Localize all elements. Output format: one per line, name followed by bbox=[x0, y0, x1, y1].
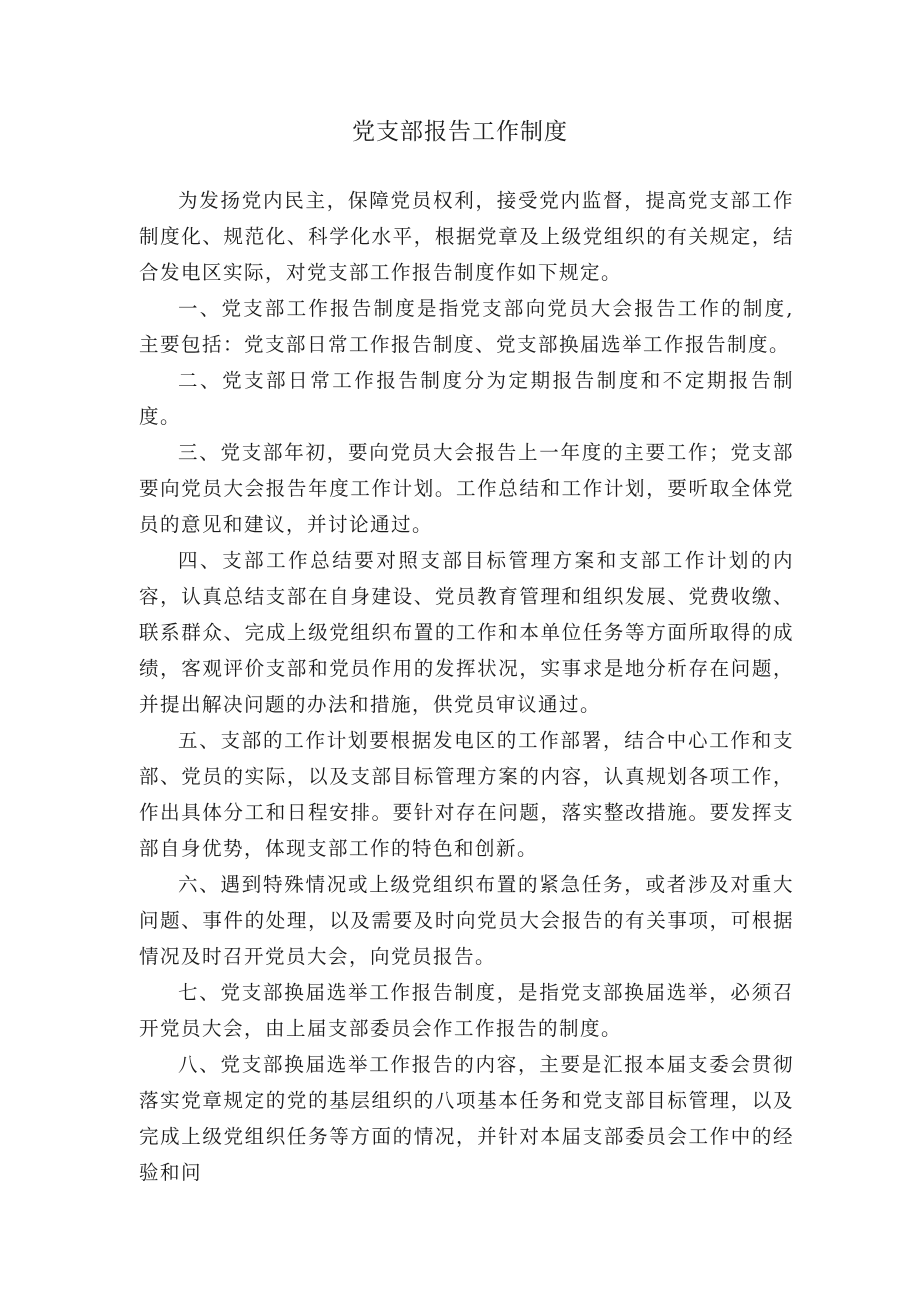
paragraph-intro: 为发扬党内民主，保障党员权利，接受党内监督，提高党支部工作制度化、规范化、科学化水平，根据党章及上级党组织的有关规定，结合发电区实际，对党支部工作报告制度作如下规定。 bbox=[139, 189, 794, 284]
paragraph-item-4: 四、支部工作总结要对照支部目标管理方案和支部工作计划的内容，认真总结支部在自身建设、党员教育管理和组织发展、党费收缴、联系群众、完成上级党组织布置的工作和本单位任务等方面所取得的成绩，客观评价支部和党员作用的发挥状况，实事求是地分析存在问题，并提出解决问题的办法和措施，供党员审议通过。 bbox=[139, 549, 794, 716]
paragraph-item-6: 六、遇到特殊情况或上级党组织布置的紧急任务，或者涉及对重大问题、事件的处理，以及需要及时向党员大会报告的有关事项，可根据情况及时召开党员大会，向党员报告。 bbox=[139, 873, 794, 968]
paragraph-item-7: 七、党支部换届选举工作报告制度，是指党支部换届选举，必须召开党员大会，由上届支部委员会作工作报告的制度。 bbox=[139, 981, 794, 1040]
document-body bbox=[139, 183, 794, 1191]
paragraph-item-5: 五、支部的工作计划要根据发电区的工作部署，结合中心工作和支部、党员的实际，以及支部目标管理方案的内容，认真规划各项工作，作出具体分工和日程安排。要针对存在问题，落实整改措施。要发挥支部自身优势，体现支部工作的特色和创新。 bbox=[139, 729, 794, 860]
paragraph-item-3: 三、党支部年初，要向党员大会报告上一年度的主要工作；党支部要向党员大会报告年度工作计划。工作总结和工作计划，要听取全体党员的意见和建议，并讨论通过。 bbox=[139, 441, 794, 536]
paragraph-item-1: 一、党支部工作报告制度是指党支部向党员大会报告工作的制度,主要包括：党支部日常工作报告制度、党支部换届选举工作报告制度。 bbox=[139, 297, 794, 356]
paragraph-item-2: 二、党支部日常工作报告制度分为定期报告制度和不定期报告制度。 bbox=[139, 369, 794, 428]
paragraph-item-8: 八、党支部换届选举工作报告的内容，主要是汇报本届支委会贯彻落实党章规定的党的基层组织的八项基本任务和党支部目标管理，以及完成上级党组织任务等方面的情况，并针对本届支部委员会工作中的经验和问 bbox=[139, 1053, 794, 1184]
document-title: 党支部报告工作制度 bbox=[352, 119, 568, 145]
